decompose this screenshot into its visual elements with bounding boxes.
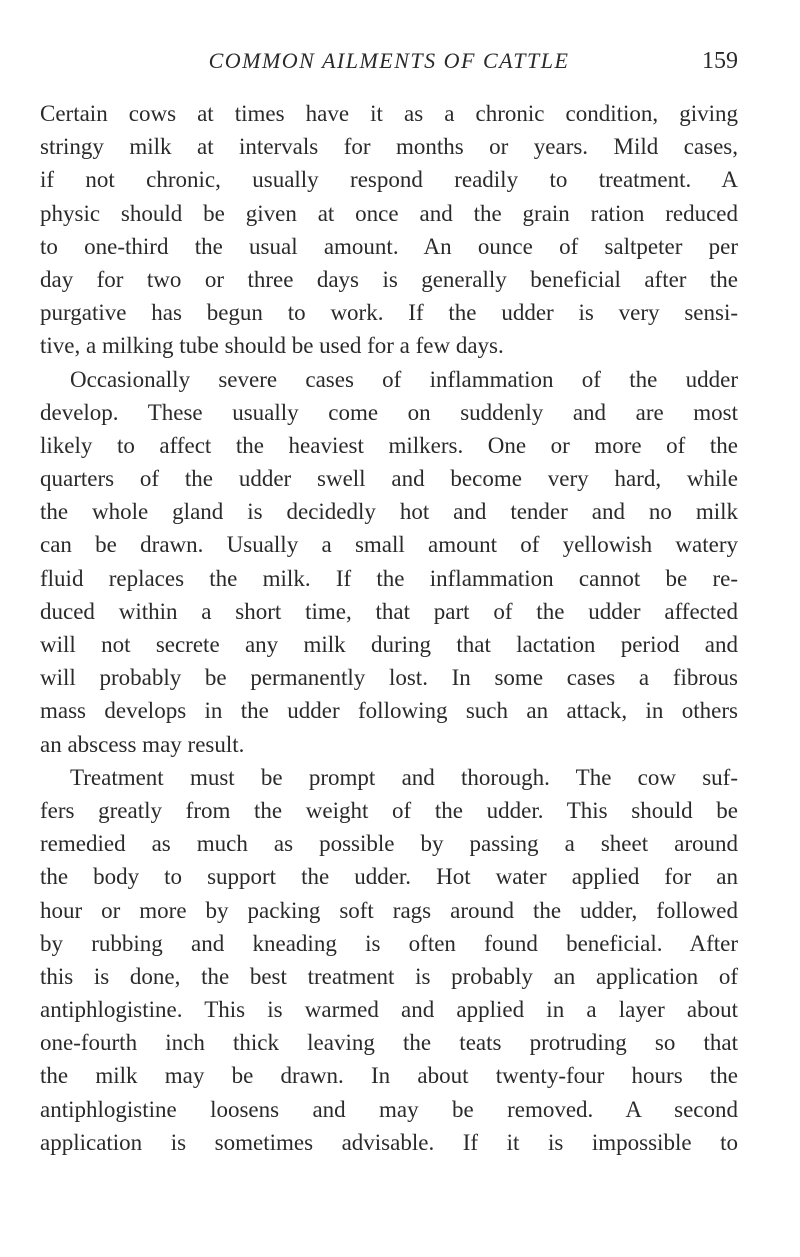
body-text xyxy=(40,97,738,1159)
text-line: application is sometimes advisable. If it is impossible to xyxy=(40,1129,738,1155)
text-line: duced within a short time, that part of the udder affected xyxy=(40,598,738,624)
text-line: purgative has begun to work. If the udder is very sensi- xyxy=(40,300,738,326)
text-line: antiphlogistine. This is warmed and applied in a layer about xyxy=(40,997,738,1023)
running-head xyxy=(40,44,738,78)
text-line: the milk may be drawn. In about twenty-four hours the xyxy=(40,1063,738,1089)
text-line: if not chronic, usually respond readily to treatment. A xyxy=(40,167,738,193)
text-line: an abscess may result. xyxy=(40,731,245,757)
text-line: physic should be given at once and the grain ration reduced xyxy=(40,200,738,226)
text-line: to one-third the usual amount. An ounce of saltpeter per xyxy=(40,233,738,259)
paragraph-first-line: Occasionally severe cases of inflammation of the udder xyxy=(70,366,738,392)
text-line: stringy milk at intervals for months or years. Mild cases, xyxy=(40,134,738,160)
text-line: mass develops in the udder following such an attack, in others xyxy=(40,698,738,724)
text-line: will not secrete any milk during that lactation period and xyxy=(40,632,738,657)
text-line: by rubbing and kneading is often found beneficial. After xyxy=(40,930,738,956)
running-title: COMMON AILMENTS OF CATTLE xyxy=(208,48,570,73)
text-line: antiphlogistine loosens and may be removed. A second xyxy=(40,1096,738,1122)
text-line: can be drawn. Usually a small amount of yellowish watery xyxy=(40,532,738,558)
text-line: fluid replaces the milk. If the inflammation cannot be re- xyxy=(40,565,738,591)
text-line: fers greatly from the weight of the udder. This should be xyxy=(40,797,738,823)
text-line: the whole gland is decidedly hot and tender and no milk xyxy=(40,499,738,525)
text-line: day for two or three days is generally beneficial after the xyxy=(40,266,738,292)
text-line: the body to support the udder. Hot water applied for an xyxy=(40,864,738,890)
text-line: likely to affect the heaviest milkers. One or more of the xyxy=(40,432,738,458)
page-number: 159 xyxy=(702,48,738,74)
text-line: quarters of the udder swell and become very hard, while xyxy=(40,466,738,492)
text-line: develop. These usually come on suddenly and are most xyxy=(40,399,738,425)
text-line: will probably be permanently lost. In some cases a fibrous xyxy=(40,665,738,691)
text-line: this is done, the best treatment is probably an application of xyxy=(40,963,738,989)
text-line: one-fourth inch thick leaving the teats protruding so that xyxy=(40,1030,738,1056)
text-line: hour or more by packing soft rags around the udder, followed xyxy=(40,897,738,923)
text-line: remedied as much as possible by passing a sheet around xyxy=(40,831,738,857)
text-line: Certain cows at times have it as a chronic condition, giving xyxy=(40,101,738,126)
text-line: tive, a milking tube should be used for a few days. xyxy=(40,333,504,359)
paragraph-first-line: Treatment must be prompt and thorough. The cow suf- xyxy=(70,764,738,790)
